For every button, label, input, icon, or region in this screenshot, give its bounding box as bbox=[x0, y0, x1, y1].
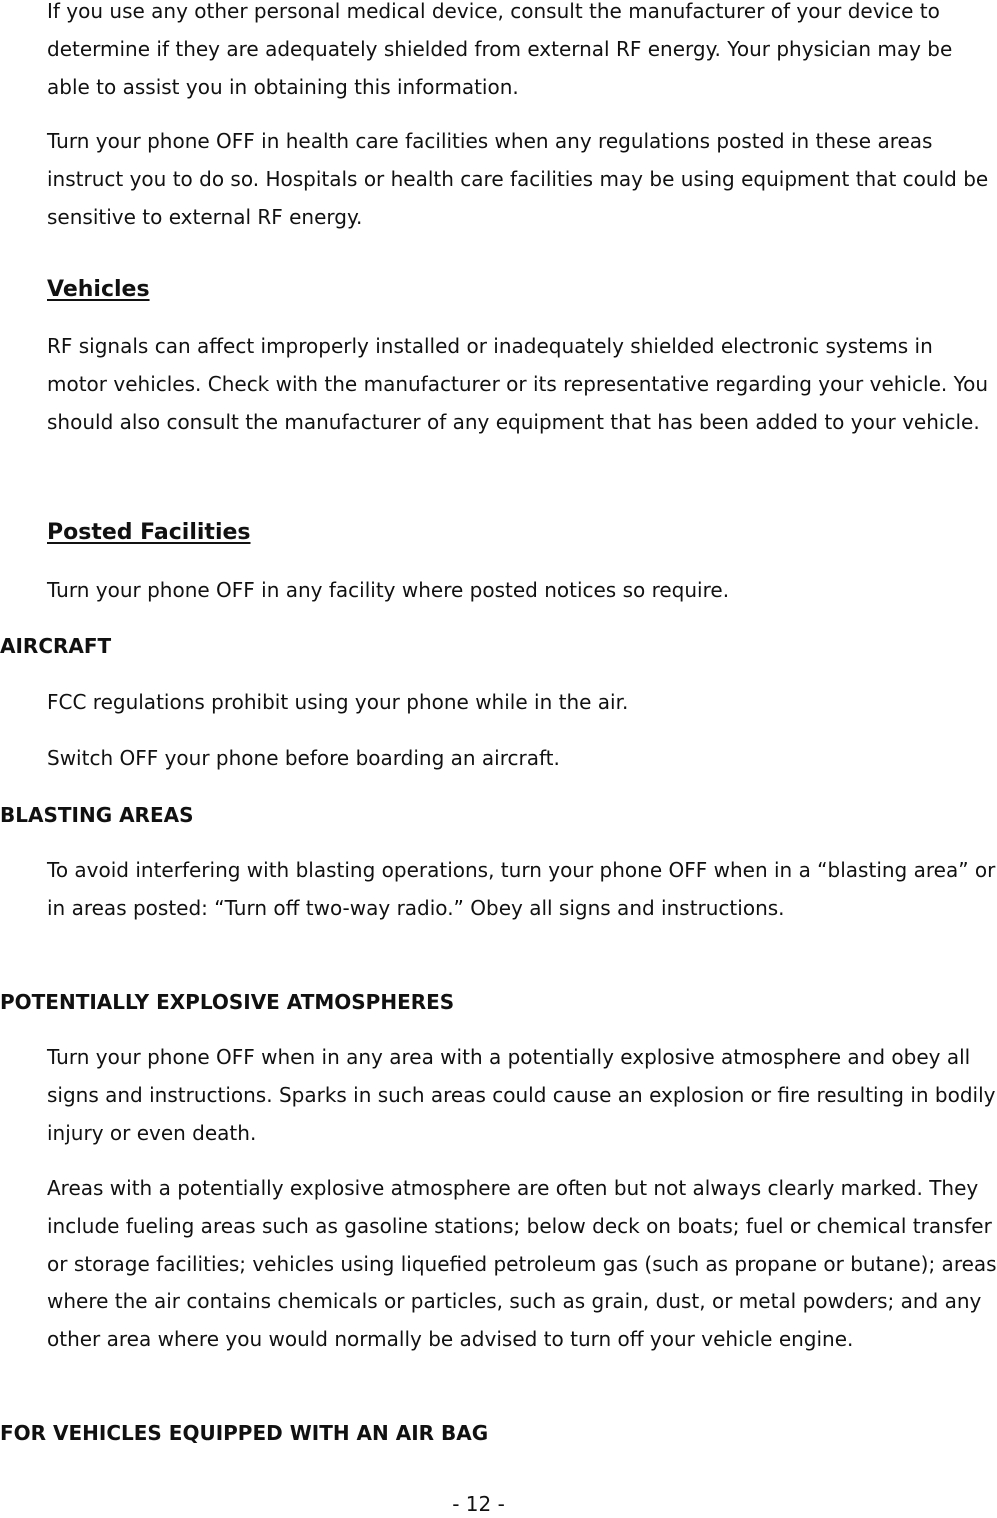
explosive-atmospheres-paragraph-1: Turn your phone OFF when in any area with a potentially explosive atmosphere and obey all signs and instructions. Sparks in such areas could cause an explosion or fire resulting in bodily injury or even death. bbox=[47, 1045, 996, 1145]
explosive-atmospheres-paragraph-2: Areas with a potentially explosive atmosphere are often but not always clearly marked. They include fueling areas such as gasoline stations; below deck on boats; fuel or chemical transfer or storage facilities; vehicles using liquefied petroleum gas (such as propane or butane); areas where the air contains chemicals or particles, such as grain, dust, or metal powders; and any other area where you would normally be advised to turn off your vehicle engine. bbox=[47, 1176, 997, 1352]
page-number: - 12 - bbox=[452, 1492, 505, 1516]
posted-facilities-paragraph: Turn your phone OFF in any facility where posted notices so require. bbox=[47, 578, 730, 602]
aircraft-paragraph-1: FCC regulations prohibit using your phone while in the air. bbox=[47, 690, 629, 714]
vehicles-heading: Vehicles bbox=[47, 277, 150, 302]
vehicles-paragraph: RF signals can affect improperly installed or inadequately shielded electronic systems in motor vehicles. Check with the manufacturer or its representative regarding your vehicle. You should also consult the manufacturer of any equipment that has been added to your vehicle. bbox=[47, 334, 989, 434]
blasting-areas-heading: BLASTING AREAS bbox=[0, 803, 194, 827]
medical-device-paragraph: If you use any other personal medical device, consult the manufacturer of your device to determine if they are adequately shielded from external RF energy. Your physician may be able to assist you in obtaining this information. bbox=[47, 0, 953, 99]
posted-facilities-heading: Posted Facilities bbox=[47, 520, 251, 545]
explosive-atmospheres-heading: POTENTIALLY EXPLOSIVE ATMOSPHERES bbox=[0, 990, 455, 1014]
blasting-areas-paragraph: To avoid interfering with blasting operations, turn your phone OFF when in a “blasting area” or in areas posted: “Turn off two-way radio.” Obey all signs and instructions. bbox=[47, 858, 996, 920]
air-bag-heading: FOR VEHICLES EQUIPPED WITH AN AIR BAG bbox=[0, 1421, 489, 1445]
health-care-paragraph: Turn your phone OFF in health care facilities when any regulations posted in these areas instruct you to do so. Hospitals or health care facilities may be using equipment that could be sensitive to external RF energy. bbox=[47, 129, 989, 229]
aircraft-paragraph-2: Switch OFF your phone before boarding an aircraft. bbox=[47, 746, 560, 770]
aircraft-heading: AIRCRAFT bbox=[0, 634, 112, 658]
